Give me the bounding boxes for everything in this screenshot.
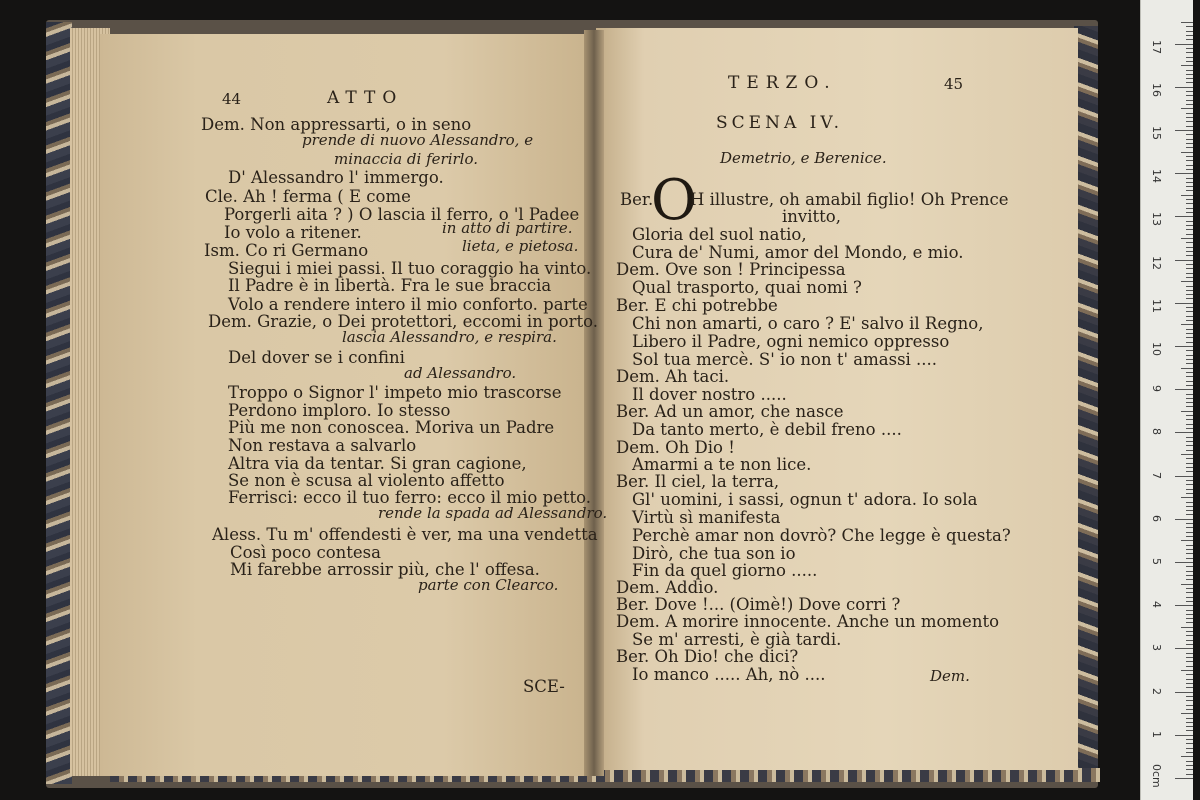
ruler-tick (1186, 268, 1193, 269)
stage-direction: rende la spada ad Alessandro. (378, 504, 608, 522)
drop-cap: O (651, 168, 697, 233)
scene-characters: Demetrio, e Berenice. (720, 149, 887, 167)
ruler-tick (1186, 208, 1193, 209)
verse-line: Gl' uomini, i sassi, ognun t' adora. Io sola (632, 490, 978, 509)
ruler-number: 15 (1150, 126, 1163, 140)
ruler-tick (1186, 502, 1193, 503)
ruler-tick (1186, 631, 1193, 632)
ruler-tick (1186, 264, 1193, 265)
ruler-tick (1181, 281, 1193, 282)
ruler-tick (1181, 22, 1193, 23)
ruler-tick (1186, 722, 1193, 723)
verse-line: Dem. Ove son ! Principessa (616, 260, 846, 279)
ruler-tick (1186, 91, 1193, 92)
ruler-tick (1186, 169, 1193, 170)
verse-line: Mi farebbe arrossir più, che l' offesa. (230, 560, 540, 579)
ruler-tick (1186, 251, 1193, 252)
ruler-tick (1186, 730, 1193, 731)
ruler-tick (1186, 355, 1193, 356)
ruler-tick (1186, 622, 1193, 623)
ruler-number: 11 (1150, 298, 1163, 313)
ruler-tick (1186, 748, 1193, 749)
verse-line: Più me non conoscea. Moriva un Padre (228, 418, 555, 437)
ruler-tick (1186, 190, 1193, 191)
verse-line: Virtù sì manifesta (632, 508, 781, 527)
ruler-tick (1186, 74, 1193, 75)
ruler-tick (1186, 618, 1193, 619)
ruler-tick (1175, 389, 1193, 390)
ruler-tick (1186, 709, 1193, 710)
ruler-tick (1186, 419, 1193, 420)
ruler-tick (1186, 359, 1193, 360)
ruler-tick (1186, 178, 1193, 179)
verse-line: Perdono imploro. Io stesso (228, 401, 451, 420)
ruler-tick (1186, 329, 1193, 330)
ruler-tick (1181, 497, 1193, 498)
verse-line: Io manco ..... Ah, nò .... (632, 665, 826, 684)
verse-line: Cura de' Numi, amor del Mondo, e mio. (632, 243, 964, 262)
ruler-tick (1181, 368, 1193, 369)
verse-line: invitto, (782, 207, 841, 226)
verse-line: Gloria del suol natio, (632, 225, 807, 244)
ruler-tick (1186, 601, 1193, 602)
ruler-tick (1186, 134, 1193, 135)
ruler-tick (1175, 476, 1193, 477)
ruler-tick (1186, 156, 1193, 157)
ruler-number: 2 (1150, 687, 1163, 695)
ruler-tick (1186, 739, 1193, 740)
stage-direction: parte con Clearco. (418, 576, 559, 594)
ruler-tick (1186, 182, 1193, 183)
ruler-tick (1175, 130, 1193, 131)
verse-line: Dem. Addio. (616, 578, 719, 597)
ruler-tick (1186, 774, 1193, 775)
left-page-number: 44 (222, 90, 242, 108)
ruler-number: 13 (1150, 212, 1163, 227)
ruler-tick (1186, 199, 1193, 200)
scene-title: SCENA IV. (716, 113, 844, 133)
ruler-tick (1181, 238, 1193, 239)
verse-line: Ferrisci: ecco il tuo ferro: ecco il mio petto. (228, 488, 591, 507)
verse-line: Libero il Padre, ogni nemico oppresso (632, 332, 950, 351)
ruler-tick (1186, 82, 1193, 83)
ruler-tick (1186, 337, 1193, 338)
stage-direction: prende di nuovo Alessandro, e (302, 131, 534, 149)
ruler-tick (1186, 225, 1193, 226)
verse-line: Dem. Non appressarti, o in seno (201, 115, 472, 134)
ruler-number: 9 (1150, 385, 1163, 393)
ruler-tick (1186, 372, 1193, 373)
marbled-edge-left (46, 22, 72, 784)
ruler-tick (1186, 316, 1193, 317)
ruler-tick (1175, 605, 1193, 606)
ruler-tick (1181, 108, 1193, 109)
verse-line: Troppo o Signor l' impeto mio trascorse (228, 383, 562, 402)
ruler-number: 1 (1150, 730, 1163, 738)
ruler-tick (1186, 294, 1193, 295)
verse-line: Sol tua mercè. S' io non t' amassi .... (632, 350, 938, 369)
ruler-tick (1186, 320, 1193, 321)
verse-line: Dem. Oh Dio ! (616, 438, 735, 457)
ruler-tick (1186, 139, 1193, 140)
ruler-tick (1186, 402, 1193, 403)
ruler-tick (1186, 687, 1193, 688)
ruler-tick (1186, 57, 1193, 58)
ruler-tick (1186, 424, 1193, 425)
ruler-tick (1175, 562, 1193, 563)
ruler-tick (1186, 588, 1193, 589)
stage-direction: ad Alessandro. (404, 364, 517, 382)
ruler-tick (1186, 489, 1193, 490)
verse-line: Altra via da tentar. Si gran cagione, (228, 454, 527, 473)
ruler-tick (1186, 558, 1193, 559)
verse-line: Ber. Dove !... (Oimè!) Dove corri ? (616, 595, 901, 614)
ruler-tick (1186, 31, 1193, 32)
verse-line: Dirò, che tua son io (632, 544, 796, 563)
verse-line: Perchè amar non dovrò? Che legge è questa? (632, 526, 1011, 545)
ruler-tick (1186, 592, 1193, 593)
ruler-tick (1186, 78, 1193, 79)
ruler-tick (1186, 165, 1193, 166)
ruler-tick (1186, 484, 1193, 485)
ruler-number: 17 (1150, 39, 1163, 54)
ruler-tick (1186, 480, 1193, 481)
ruler-tick (1186, 610, 1193, 611)
verse-line: Del dover se i confini (228, 348, 405, 367)
measuring-ruler (1140, 0, 1193, 800)
ruler-tick (1186, 52, 1193, 53)
ruler-tick (1186, 441, 1193, 442)
verse-line: Ber. Oh Dio! che dici? (616, 647, 799, 666)
ruler-tick (1186, 579, 1193, 580)
ruler-tick (1186, 255, 1193, 256)
ruler-unit-label: 0cm (1150, 764, 1163, 788)
ruler-tick (1186, 679, 1193, 680)
ruler-tick (1186, 342, 1193, 343)
ruler-tick (1186, 273, 1193, 274)
ruler-tick (1175, 44, 1193, 45)
ruler-tick (1186, 635, 1193, 636)
ruler-tick (1186, 471, 1193, 472)
verse-line: Così poco contesa (230, 543, 381, 562)
ruler-tick (1186, 743, 1193, 744)
ruler-tick (1186, 527, 1193, 528)
ruler-tick (1186, 100, 1193, 101)
ruler-tick (1186, 566, 1193, 567)
verse-line: Porgerli aita ? ) O lascia il ferro, o 'l Padee (224, 205, 580, 224)
ruler-tick (1186, 381, 1193, 382)
ruler-tick (1186, 510, 1193, 511)
ruler-tick (1181, 540, 1193, 541)
ruler-tick (1186, 640, 1193, 641)
ruler-tick (1186, 445, 1193, 446)
right-running-head: TERZO. (728, 73, 837, 93)
ruler-tick (1186, 333, 1193, 334)
verse-line: Aless. Tu m' offendesti è ver, ma una vendetta (212, 525, 598, 544)
verse-line: Il dover nostro ..... (632, 385, 787, 404)
ruler-tick (1186, 311, 1193, 312)
ruler-tick (1186, 70, 1193, 71)
verse-line: Volo a rendere intero il mio conforto. parte (228, 295, 588, 314)
ruler-tick (1186, 467, 1193, 468)
ruler-tick (1186, 761, 1193, 762)
ruler-tick (1186, 437, 1193, 438)
book-gutter (584, 30, 604, 776)
ruler-tick (1186, 661, 1193, 662)
ruler-tick (1186, 147, 1193, 148)
ruler-tick (1186, 307, 1193, 308)
ruler-tick (1186, 113, 1193, 114)
verse-line: Non restava a salvarlo (228, 436, 417, 455)
ruler-tick (1181, 670, 1193, 671)
stage-direction: lieta, e pietosa. (462, 237, 579, 255)
ruler-tick (1175, 87, 1193, 88)
ruler-number: 4 (1150, 601, 1163, 609)
ruler-tick (1175, 346, 1193, 347)
ruler-tick (1186, 242, 1193, 243)
ruler-number: 5 (1150, 558, 1163, 565)
ruler-tick (1186, 700, 1193, 701)
ruler-tick (1186, 406, 1193, 407)
ruler-tick (1186, 653, 1193, 654)
verse-line: Io volo a ritener. (224, 223, 362, 242)
ruler-tick (1181, 152, 1193, 153)
ruler-tick (1186, 514, 1193, 515)
ruler-tick (1186, 160, 1193, 161)
ruler-tick (1186, 657, 1193, 658)
ruler-tick (1186, 463, 1193, 464)
ruler-tick (1186, 247, 1193, 248)
verse-line: Cle. Ah ! ferma ( E come (205, 187, 411, 206)
verse-line: Se m' arresti, è già tardi. (632, 630, 842, 649)
ruler-tick (1186, 363, 1193, 364)
verse-line: Ism. Co ri Germano (204, 241, 369, 260)
ruler-tick (1186, 143, 1193, 144)
ruler-tick (1186, 35, 1193, 36)
ruler-tick (1181, 324, 1193, 325)
ruler-tick (1175, 519, 1193, 520)
ruler-tick (1186, 126, 1193, 127)
ruler-tick (1175, 778, 1193, 779)
ruler-tick (1186, 545, 1193, 546)
verse-line: Da tanto merto, è debil freno .... (632, 420, 902, 439)
right-page-number: 45 (944, 75, 964, 93)
ruler-tick (1186, 350, 1193, 351)
left-catchword: SCE- (523, 677, 565, 696)
ruler-tick (1175, 173, 1193, 174)
ruler-number: 14 (1150, 169, 1163, 184)
ruler-tick (1186, 674, 1193, 675)
ruler-tick (1181, 756, 1193, 757)
ruler-number: 6 (1150, 514, 1163, 522)
verse-line: Chi non amarti, o caro ? E' salvo il Regno, (632, 314, 984, 333)
ruler-tick (1186, 186, 1193, 187)
ruler-tick (1186, 376, 1193, 377)
ruler-tick (1186, 666, 1193, 667)
ruler-tick (1175, 260, 1193, 261)
ruler-tick (1186, 614, 1193, 615)
ruler-tick (1186, 394, 1193, 395)
ruler-tick (1186, 553, 1193, 554)
ruler-tick (1186, 117, 1193, 118)
ruler-tick (1186, 121, 1193, 122)
ruler-tick (1186, 221, 1193, 222)
ruler-tick (1181, 713, 1193, 714)
ruler-tick (1186, 718, 1193, 719)
verse-line: Ber. Ad un amor, che nasce (616, 402, 844, 421)
ruler-tick (1186, 428, 1193, 429)
stage-direction: in atto di partire. (442, 219, 573, 237)
ruler-tick (1175, 432, 1193, 433)
ruler-tick (1186, 398, 1193, 399)
verse-line: Fin da quel giorno ..... (632, 561, 818, 580)
ruler-tick (1186, 203, 1193, 204)
left-running-head: ATTO (327, 88, 404, 108)
right-catchword: Dem. (930, 667, 970, 685)
ruler-tick (1186, 597, 1193, 598)
ruler-tick (1186, 95, 1193, 96)
ruler-tick (1186, 104, 1193, 105)
ruler-tick (1186, 536, 1193, 537)
ruler-tick (1186, 229, 1193, 230)
ruler-tick (1186, 765, 1193, 766)
ruler-tick (1186, 506, 1193, 507)
ruler-tick (1186, 39, 1193, 40)
ruler-tick (1186, 286, 1193, 287)
ruler-tick (1186, 571, 1193, 572)
ruler-tick (1175, 692, 1193, 693)
verse-line: Ber. (620, 190, 654, 209)
ruler-tick (1186, 48, 1193, 49)
ruler-tick (1186, 752, 1193, 753)
verse-line: H illustre, oh amabil figlio! Oh Prence (690, 190, 1009, 209)
ruler-tick (1186, 532, 1193, 533)
stage-direction: minaccia di ferirlo. (334, 150, 479, 168)
ruler-tick (1181, 584, 1193, 585)
ruler-tick (1181, 627, 1193, 628)
verse-line: Dem. A morire innocente. Anche un momento (616, 612, 1000, 631)
ruler-number: 16 (1150, 82, 1163, 97)
ruler-tick (1186, 277, 1193, 278)
ruler-tick (1175, 216, 1193, 217)
ruler-tick (1186, 696, 1193, 697)
ruler-tick (1186, 415, 1193, 416)
ruler-tick (1186, 61, 1193, 62)
ruler-number: 8 (1150, 428, 1163, 436)
ruler-tick (1186, 458, 1193, 459)
ruler-tick (1186, 644, 1193, 645)
verse-line: Amarmi a te non lice. (632, 455, 812, 474)
verse-line: Dem. Grazie, o Dei protettori, eccomi in porto. (208, 312, 598, 331)
ruler-tick (1186, 705, 1193, 706)
verse-line: Siegui i miei passi. Il tuo coraggio ha vinto. (228, 259, 592, 278)
ruler-tick (1175, 735, 1193, 736)
ruler-tick (1186, 290, 1193, 291)
verse-line: Se non è scusa al violento affetto (228, 471, 505, 490)
verse-line: Qual trasporto, quai nomi ? (632, 278, 862, 297)
ruler-tick (1186, 450, 1193, 451)
ruler-tick (1186, 549, 1193, 550)
ruler-tick (1181, 65, 1193, 66)
ruler-number: 3 (1150, 644, 1163, 652)
ruler-number: 7 (1150, 471, 1163, 479)
verse-line: Ber. Il ciel, la terra, (616, 472, 780, 491)
ruler-number: 10 (1150, 342, 1163, 356)
ruler-tick (1186, 26, 1193, 27)
ruler-tick (1186, 298, 1193, 299)
ruler-tick (1186, 726, 1193, 727)
ruler-number: 12 (1150, 255, 1163, 270)
verse-line: Il Padre è in libertà. Fra le sue braccia (228, 276, 552, 295)
ruler-tick (1181, 454, 1193, 455)
ruler-tick (1181, 195, 1193, 196)
verse-line: Ber. E chi potrebbe (616, 296, 778, 315)
verse-line: Dem. Ah taci. (616, 367, 730, 386)
verse-line: D' Alessandro l' immergo. (228, 168, 444, 187)
ruler-tick (1175, 648, 1193, 649)
ruler-tick (1186, 683, 1193, 684)
ruler-tick (1186, 523, 1193, 524)
ruler-tick (1186, 769, 1193, 770)
ruler-tick (1186, 385, 1193, 386)
ruler-tick (1175, 303, 1193, 304)
stage-direction: lascia Alessandro, e respira. (342, 328, 557, 346)
ruler-tick (1186, 234, 1193, 235)
ruler-tick (1186, 575, 1193, 576)
ruler-tick (1186, 493, 1193, 494)
ruler-tick (1186, 212, 1193, 213)
ruler-tick (1181, 411, 1193, 412)
